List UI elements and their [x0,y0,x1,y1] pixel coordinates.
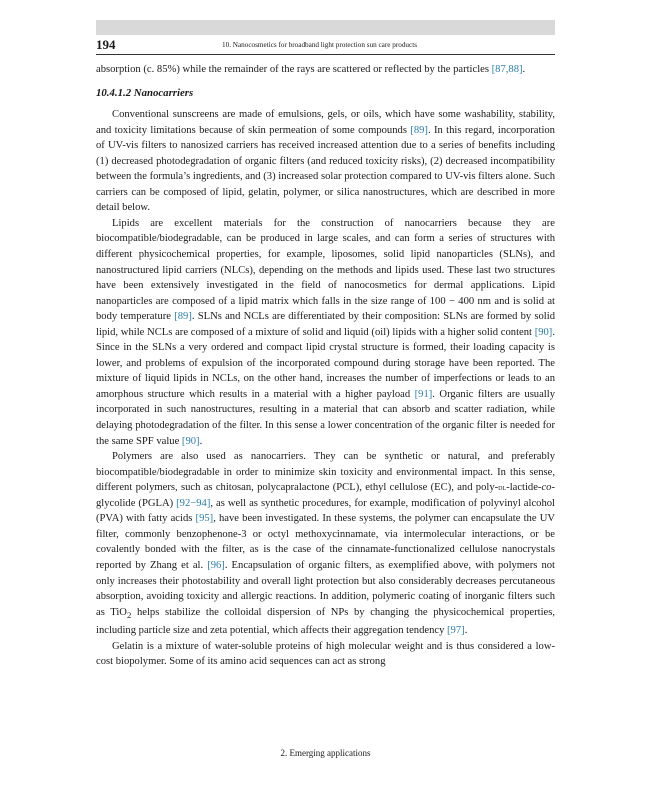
paragraph: Conventional sunscreens are made of emulsions, gels, or oils, which have some washability, stability, and toxicity limitations because of skin permeation of some compounds [89]. In this regard, incorporation of UV-vis filters to nanosized carriers has received increased attention due to a series of benefits including (1) decreased photodegradation of organic filters (and reduced toxicity risks), (2) decreased incompatibility between the formula’s ingredients, and (3) increased solar protection compared to UV-vis filters alone. Such carriers can be composed of lipid, gelatin, polymer, or silica nanostructures, which are described in more detail below. [96,109,555,214]
citation-link[interactable]: [92−94] [176,497,211,509]
citation-link[interactable]: [96] [207,559,225,571]
paragraph: Polymers are also used as nanocarriers. They can be synthetic or natural, and preferably biocompatible/biodegradable in order to minimize skin toxicity and environmental impact. In this sense, different polymers, such as chitosan, polycapralactone (PCL), ethyl cellulose (EC), and poly-dl-lactide-co-glycolide (PGLA) [92−94], as well as synthetic procedures, for example, modification of polyvinyl alcohol (PVA) with fatty acids [95], have been investigated. In these systems, the polymer can encapsulate the UV filter, commonly benzophenone-3 or octyl methoxycinnamate, via intermolecular interactions, or be covalently bonded with the filter, as is the case of the cinnamate-functionalized cellulose nanocrystals reported by Zhang et al. [96]. Encapsulation of organic filters, as exemplified above, with polymers not only increases their photostability and overall light protection but also considerably decreases percutaneous absorption, avoiding toxicity and allergic reactions. In addition, polymeric coating of inorganic filters such as TiO$_2$ helps stabilize the colloidal dispersion of NPs by changing the physicochemical properties, including particle size and zeta potential, which affects their aggregation tendency [97]. [96,451,555,637]
paragraph-continued: absorption (c. 85%) while the remainder of the rays are scattered or reflected by the particles [87,88]. [96,64,526,75]
citation-link[interactable]: [91] [414,388,433,400]
citation-link[interactable]: [90] [534,326,553,338]
section-heading: 10.4.1.2 Nanocarriers [96,86,194,99]
citation-link[interactable]: [95] [195,513,214,525]
page-number: 194 [96,37,116,52]
paragraph: Gelatin is a mixture of water-soluble proteins of high molecular weight and is thus considered a low-cost biopolymer. Some of its amino acid sequences can act as strong [96,640,555,668]
citation-link[interactable]: [89] [174,311,192,323]
citation-link[interactable]: [89] [410,124,428,136]
citation-link[interactable]: [97] [447,625,465,637]
page-footer: 2. Emerging applications [280,748,371,758]
citation-link[interactable]: [90] [181,435,200,447]
page-header [96,36,555,55]
body-text [96,62,555,670]
running-head: 10. Nanocosmetics for broadband light protection sun care products [222,41,418,49]
top-gray-bar [96,20,555,35]
paragraph: Lipids are excellent materials for the construction of nanocarriers because they are biocompatible/biodegradable, can be produced in large scales, and can form a series of structures with different physicochemical properties, for example, liposomes, solid lipid nanoparticles (SLNs), and nanostructured lipid carriers (NLCs), depending on the methods and lipids used. These last two structures have been extensively investigated in the field of nanocosmetics for dermal applications. Lipid nanoparticles are composed of a lipid matrix which falls in the size range of 100 − 400 nm and is solid at body temperature [89]. SLNs and NCLs are differentiated by their composition: SLNs are formed by solid lipid, while NCLs are composed of a mixture of solid and liquid (oil) lipids with a higher solid content [90]. Since in the SLNs a very ordered and compact lipid crystal structure is formed, their loading capacity is lower, and problems of expulsion of the incorporated compound during storage have been reported. The mixture of liquid lipids in NCLs, on the other hand, increases the number of imperfections or leads to an amorphous structure which results in a material with a higher payload [91]. Organic filters are usually incorporated in such nanostructures, resulting in a material that can absorb and scatter radiation, while delaying photodegradation of the filter. In this sense a lower concentration of the organic filter is needed for the same SPF value [90]. [96,217,555,447]
citation-link[interactable]: [87,88] [491,64,523,75]
